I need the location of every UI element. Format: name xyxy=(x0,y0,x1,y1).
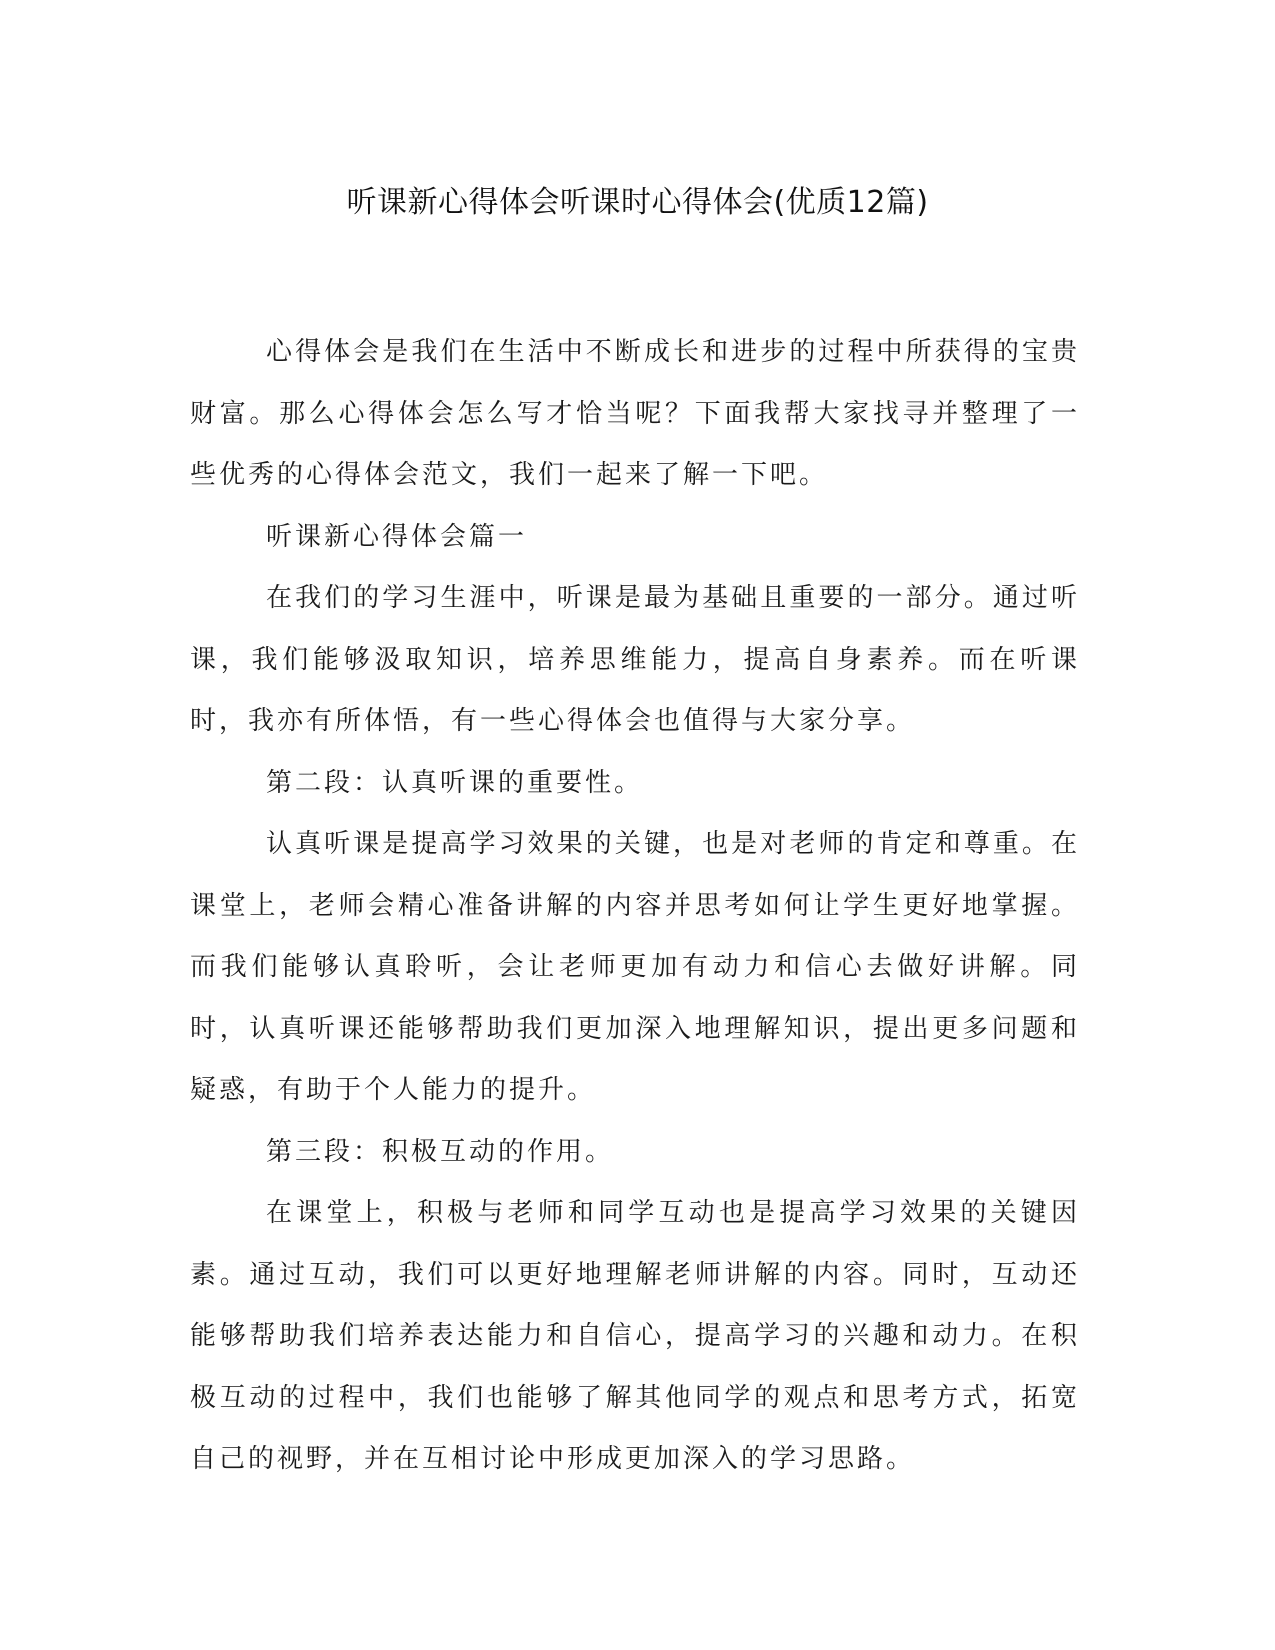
paragraph-part-one: 在我们的学习生涯中，听课是最为基础且重要的一部分。通过听课，我们能够汲取知识，培养思维能力，提高自身素养。而在听课时，我亦有所体悟，有一些心得体会也值得与大家分享。 xyxy=(190,583,1080,736)
section-heading-second: 第二段：认真听课的重要性。 xyxy=(266,767,644,798)
document-title: 听课新心得体会听课时心得体会(优质12篇) xyxy=(346,185,929,220)
paragraph-second: 认真听课是提高学习效果的关键，也是对老师的肯定和尊重。在课堂上，老师会精心准备讲解的内容并思考如何让学生更好地掌握。而我们能够认真聆听，会让老师更加有动力和信心去做好讲解。同时，认真听课还能够帮助我们更加深入地理解知识，提出更多问题和疑惑，有助于个人能力的提升。 xyxy=(190,829,1080,1105)
paragraph-third: 在课堂上，积极与老师和同学互动也是提高学习效果的关键因素。通过互动，我们可以更好地理解老师讲解的内容。同时，互动还能够帮助我们培养表达能力和自信心，提高学习的兴趣和动力。在积极互动的过程中，我们也能够了解其他同学的观点和思考方式，拓宽自己的视野，并在互相讨论中形成更加深入的学习思路。 xyxy=(190,1198,1080,1474)
section-heading-third: 第三段：积极互动的作用。 xyxy=(266,1136,615,1167)
paragraph-intro: 心得体会是我们在生活中不断成长和进步的过程中所获得的宝贵财富。那么心得体会怎么写才恰当呢？下面我帮大家找寻并整理了一些优秀的心得体会范文，我们一起来了解一下吧。 xyxy=(190,337,1080,490)
document-body xyxy=(190,322,1080,1491)
section-heading-part-one: 听课新心得体会篇一 xyxy=(266,521,528,552)
